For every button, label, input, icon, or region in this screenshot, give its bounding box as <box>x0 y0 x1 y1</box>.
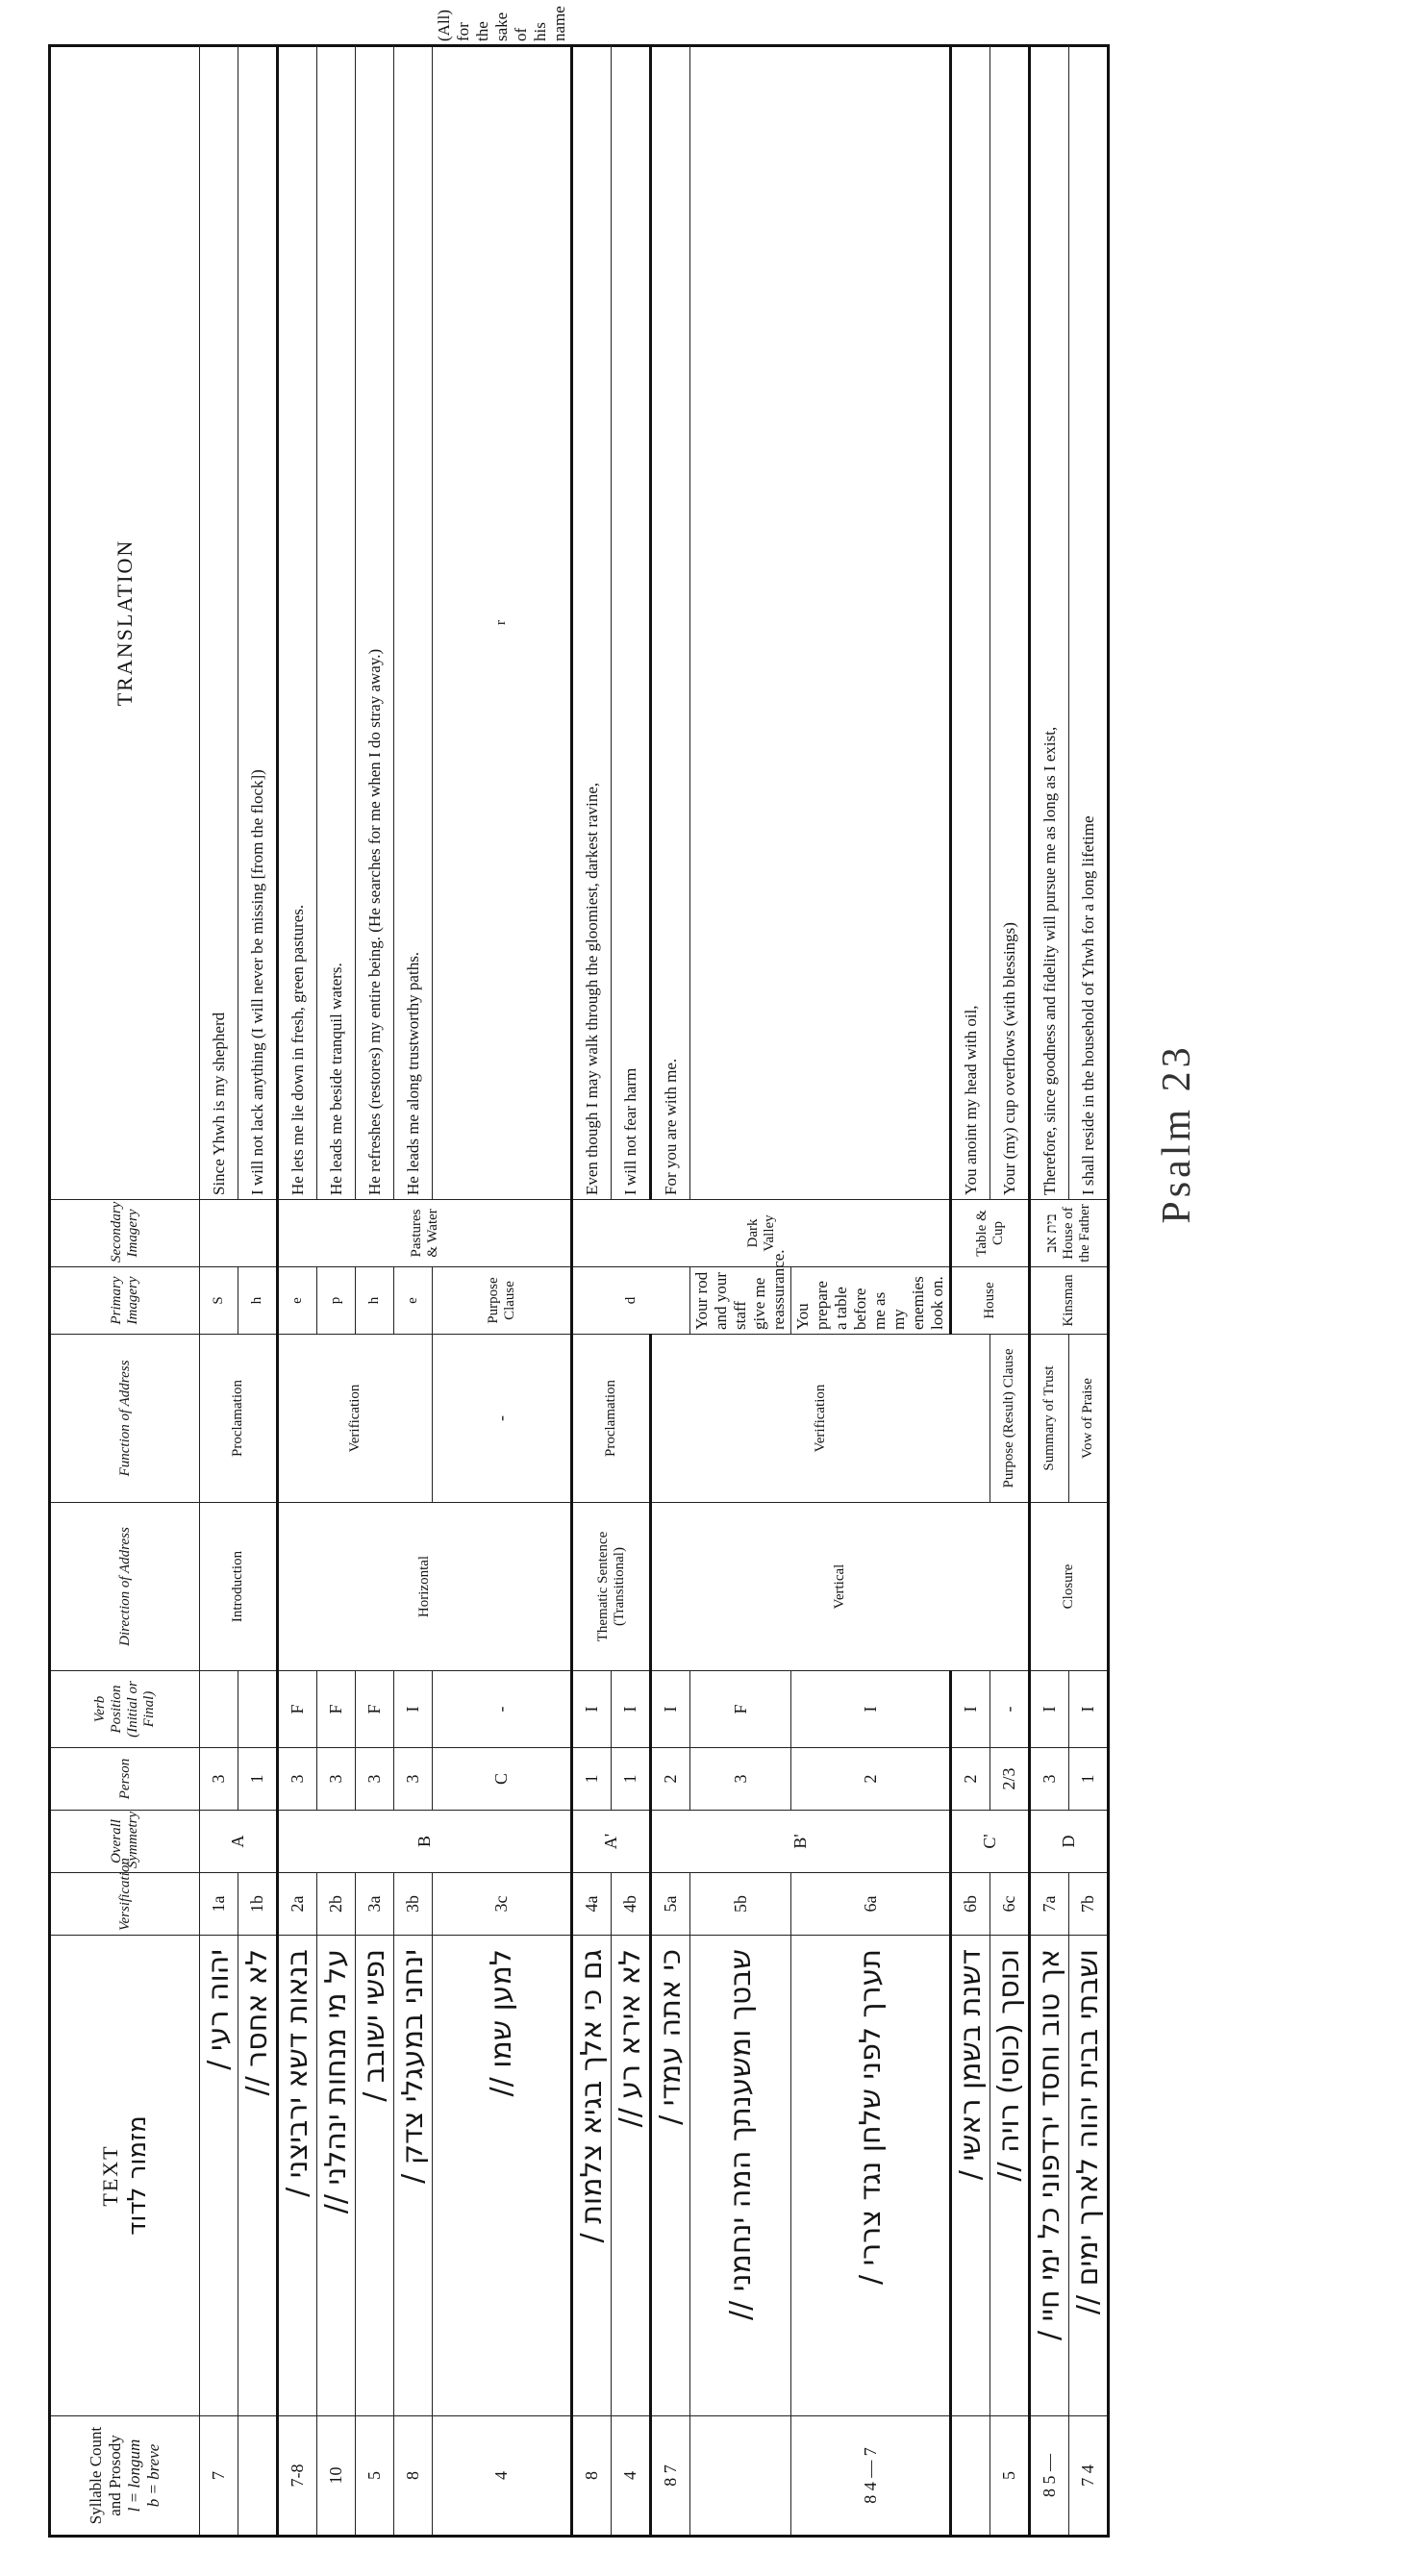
syllable-cell <box>951 2416 990 2537</box>
verb-position-cell: F <box>278 1671 317 1748</box>
function-cell: Summary of Trust <box>1030 1335 1069 1503</box>
translation-cell: He leads me along trustworthy paths. <box>394 46 433 1200</box>
symmetry-cell: C <box>433 1748 572 1811</box>
verse-cell: 3b <box>394 1873 433 1936</box>
verb-position-cell: F <box>317 1671 356 1748</box>
function-cell: Verification <box>651 1335 990 1503</box>
verb-position-cell: I <box>572 1671 612 1748</box>
syllable-cell: 5 <box>990 2416 1030 2537</box>
hebrew-text-cell: על מי מנחות ינהלני // <box>317 1936 356 2416</box>
translation-cell: Since Yhwh is my shepherd <box>200 46 238 1200</box>
direction-cell: Closure <box>1030 1503 1109 1671</box>
verb-position-cell: F <box>690 1671 791 1748</box>
translation-cell: He refreshes (restores) my entire being. (He searches for me when I do stray away.) <box>356 46 394 1200</box>
syllable-cell: 8 7 <box>651 2416 690 2537</box>
table-row <box>200 46 238 2537</box>
direction-cell: Horizontal <box>278 1503 572 1671</box>
translation-cell: I will not fear harm <box>612 46 651 1200</box>
syllable-cell: 8 <box>572 2416 612 2537</box>
table-row <box>1030 46 1069 2537</box>
person-cell: 1 <box>238 1748 278 1811</box>
hebrew-text-cell: יהוה רעי / <box>200 1936 238 2416</box>
hebrew-text-cell: לא אחסר // <box>238 1936 278 2416</box>
primary-imagery-cell: h <box>356 1267 394 1335</box>
symmetry-cell: B <box>278 1811 572 1873</box>
header-row <box>50 46 200 2537</box>
function-cell: Purpose Clause <box>433 1267 572 1335</box>
syllable-cell: 7 <box>200 2416 238 2537</box>
verse-cell: 5a <box>651 1873 690 1936</box>
verse-cell: 6b <box>951 1873 990 1936</box>
hebrew-text-cell: גם כי אלך בגיא צלמות / <box>572 1936 612 2416</box>
hebrew-text-cell: דשנת בשמן ראשי / <box>951 1936 990 2416</box>
syllable-cell: 8 <box>394 2416 433 2537</box>
hebrew-text-cell: ינחני במעגלי צדק / <box>394 1936 433 2416</box>
primary-imagery-cell: d <box>572 1267 690 1335</box>
primary-imagery-cell: p <box>317 1267 356 1335</box>
hdr-primary-imagery: Primary Imagery <box>50 1267 200 1335</box>
translation-cell: Even though I may walk through the gloomiest, darkest ravine, <box>572 46 612 1200</box>
syllable-cell: 5 <box>356 2416 394 2537</box>
verse-cell: 6c <box>990 1873 1030 1936</box>
verse-cell: 4a <box>572 1873 612 1936</box>
table-row <box>791 46 951 2537</box>
verse-cell: 1b <box>238 1873 278 1936</box>
translation-cell: I will not lack anything (I will never be missing [from the flock]) <box>238 46 278 1200</box>
translation-cell: He leads me beside tranquil waters. <box>317 46 356 1200</box>
direction-cell: Thematic Sentence (Transitional) <box>572 1503 651 1671</box>
symmetry-cell: A <box>200 1811 278 1873</box>
page-title: Psalm 23 <box>1155 1043 1199 1224</box>
verse-cell: 4b <box>612 1873 651 1936</box>
table-row <box>317 46 356 2537</box>
hdr-secondary-imagery: Secondary Imagery <box>50 1200 200 1267</box>
translation-cell: You prepare a table before me as my enemies look on. <box>791 1267 951 1335</box>
verb-position-cell <box>238 1671 278 1748</box>
translation-cell: I shall reside in the household of Yhwh for a long lifetime <box>1069 46 1109 1200</box>
verb-position-cell: I <box>394 1671 433 1748</box>
hebrew-text-cell: כי אתה עמדי / <box>651 1936 690 2416</box>
hdr-text: TEXT מזמור לדוד <box>50 1936 200 2416</box>
hdr-translation: TRANSLATION <box>50 46 200 1200</box>
person-cell: - <box>433 1671 572 1748</box>
hdr-direction: Direction of Address <box>50 1503 200 1671</box>
verb-position-cell: I <box>791 1671 951 1748</box>
hdr-syllable: Syllable Count and Prosody l = longum b = breve <box>50 2416 200 2537</box>
person-cell: 2 <box>791 1748 951 1811</box>
syllable-cell: 4 <box>433 2416 572 2537</box>
verb-position-cell: I <box>1030 1671 1069 1748</box>
primary-imagery-cell: S <box>200 1267 238 1335</box>
function-cell: Proclamation <box>572 1335 651 1503</box>
person-cell: 3 <box>200 1748 238 1811</box>
direction-cell: Vertical <box>651 1503 1030 1671</box>
function-cell: Purpose (Result) Clause <box>990 1335 1030 1503</box>
translation-cell: He lets me lie down in fresh, green pastures. <box>278 46 317 1200</box>
syllable-cell: 7-8 <box>278 2416 317 2537</box>
primary-imagery-cell: House <box>951 1267 1030 1335</box>
verse-cell: 6a <box>791 1873 951 1936</box>
analysis-table <box>48 6 1110 2538</box>
syllable-cell: 8 4 — 7 <box>791 2416 951 2537</box>
verb-position-cell: I <box>1069 1671 1109 1748</box>
verse-cell: 7a <box>1030 1873 1069 1936</box>
verse-cell: 7b <box>1069 1873 1109 1936</box>
secondary-imagery-cell: בית אב House of the Father <box>1030 1200 1109 1267</box>
hdr-person: Person <box>50 1748 200 1811</box>
hdr-function: Function of Address <box>50 1335 200 1503</box>
primary-imagery-cell: h <box>238 1267 278 1335</box>
hebrew-text-cell: לא אירא רע // <box>612 1936 651 2416</box>
person-cell: 1 <box>1069 1748 1109 1811</box>
table-row <box>690 46 791 2537</box>
symmetry-cell: B' <box>651 1811 951 1873</box>
syllable-cell: 10 <box>317 2416 356 2537</box>
hebrew-text-cell: וכוסך (כוסי) רויה // <box>990 1936 1030 2416</box>
person-cell: 2/3 <box>990 1748 1030 1811</box>
verb-position-cell <box>200 1671 238 1748</box>
table-row <box>238 46 278 2537</box>
primary-imagery-cell: e <box>278 1267 317 1335</box>
translation-cell: Your (my) cup overflows (with blessings) <box>990 46 1030 1200</box>
symmetry-cell: C' <box>951 1811 1030 1873</box>
syllable-cell <box>238 2416 278 2537</box>
hebrew-text-cell: ושבתי בבית יהוה לארך ימים // <box>1069 1936 1109 2416</box>
secondary-imagery-cell <box>200 1200 278 1267</box>
symmetry-cell: A' <box>572 1811 651 1873</box>
verse-cell: 3c <box>433 1873 572 1936</box>
primary-imagery-cell: r <box>433 46 572 1200</box>
hebrew-text-cell: אך טוב וחסד ירדפוני כל ימי חיי / <box>1030 1936 1069 2416</box>
person-cell: 3 <box>356 1748 394 1811</box>
primary-imagery-cell: Kinsman <box>1030 1267 1109 1335</box>
hebrew-text-cell: שבטך ומשענתך המה ינחמני // <box>690 1936 791 2416</box>
person-cell: 2 <box>651 1748 690 1811</box>
person-cell: 2 <box>951 1748 990 1811</box>
verse-cell: 3a <box>356 1873 394 1936</box>
direction-cell: Introduction <box>200 1503 278 1671</box>
function-cell: Proclamation <box>200 1335 278 1503</box>
secondary-imagery-cell: Dark Valley <box>572 1200 951 1267</box>
translation-cell: For you are with me. <box>651 46 690 1200</box>
symmetry-cell: D <box>1030 1811 1109 1873</box>
person-cell: 1 <box>612 1748 651 1811</box>
hebrew-text-cell: תערך לפני שלחן נגד צררי / <box>791 1936 951 2416</box>
verb-position-cell: - <box>433 1335 572 1503</box>
verb-position-cell: I <box>951 1671 990 1748</box>
person-cell: 1 <box>572 1748 612 1811</box>
table-row <box>572 46 612 2537</box>
syllable-cell: 7 4 <box>1069 2416 1109 2537</box>
person-cell: 3 <box>278 1748 317 1811</box>
secondary-imagery-cell: Pastures & Water <box>278 1200 572 1267</box>
function-cell: Vow of Praise <box>1069 1335 1109 1503</box>
hdr-versification: Versification <box>50 1873 200 1936</box>
table-row <box>356 46 394 2537</box>
person-cell: 3 <box>690 1748 791 1811</box>
verse-cell: 5b <box>690 1873 791 1936</box>
table-row: 4 למען שמו // 3c C - - Purpose Clause r (All) for the sake of his name <box>433 46 572 2537</box>
translation-cell: Your rod and your staff give me reassurance. <box>690 1267 791 1335</box>
syllable-cell <box>690 2416 791 2537</box>
verb-position-cell: I <box>651 1671 690 1748</box>
hdr-verb-position: Verb Position (Initial or Final) <box>50 1671 200 1748</box>
table-row <box>394 46 433 2537</box>
person-cell: 3 <box>1030 1748 1069 1811</box>
primary-imagery-cell: e <box>394 1267 433 1335</box>
person-cell: 3 <box>317 1748 356 1811</box>
hebrew-text-cell: למען שמו // <box>433 1936 572 2416</box>
verb-position-cell: F <box>356 1671 394 1748</box>
syllable-cell: 4 <box>612 2416 651 2537</box>
verse-cell: 2b <box>317 1873 356 1936</box>
secondary-imagery-cell: Table & Cup <box>951 1200 1030 1267</box>
verb-position-cell: - <box>990 1671 1030 1748</box>
verse-cell: 1a <box>200 1873 238 1936</box>
function-cell: Verification <box>278 1335 433 1503</box>
translation-cell: Therefore, since goodness and fidelity will pursue me as long as I exist, <box>1030 46 1069 1200</box>
syllable-cell: 8 5 — <box>1030 2416 1069 2537</box>
verb-position-cell: I <box>612 1671 651 1748</box>
table-row <box>951 46 990 2537</box>
table-row <box>278 46 317 2537</box>
person-cell: 3 <box>394 1748 433 1811</box>
translation-cell: You anoint my head with oil, <box>951 46 990 1200</box>
hdr-symmetry: Overall Symmetry <box>50 1811 200 1873</box>
hebrew-text-cell: נפשי ישובב / <box>356 1936 394 2416</box>
verse-cell: 2a <box>278 1873 317 1936</box>
hebrew-text-cell: בנאות דשא ירביצני / <box>278 1936 317 2416</box>
